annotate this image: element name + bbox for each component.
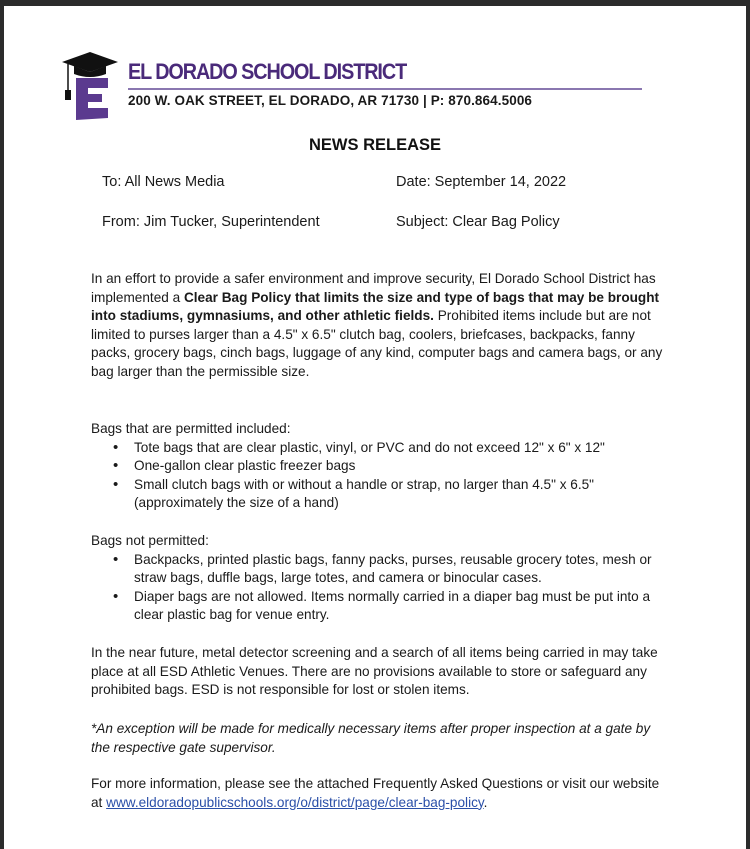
exception-text: *An exception will be made for medically necessary items after proper inspection at a gate by the respective gate supervisor.: [91, 721, 651, 755]
intro-text-2: Prohibited items include but are not limited to purses larger than a 4.5" x 6.5" clutch bag, coolers, briefcases, backpacks, fanny packs, grocery bags, cinch bags, luggage of any kind, computer bags and camera bags, or any bag larger than the permissible size.: [91, 308, 663, 379]
date-line: Date: September 14, 2022: [396, 174, 567, 190]
intro-text-1: In an effort to provide a safer environment and improve security, El Dorado School District has implemented a: [91, 271, 656, 305]
from-line: From: Jim Tucker, Superintendent: [102, 214, 320, 230]
clear-bag-policy-link[interactable]: www.eldoradopublicschools.org/o/district/page/clear-bag-policy: [106, 794, 484, 810]
more-info-end: .: [483, 794, 488, 810]
district-address: 200 W. OAK STREET, EL DORADO, AR 71730 | P: 870.864.5006: [128, 93, 533, 108]
intro-paragraph: [91, 270, 671, 382]
page-title: NEWS RELEASE: [308, 136, 442, 154]
permitted-item: • Small clutch bags with or without a handle or strap, no larger than 4.5" x 6.5" (approximately the size of a hand): [91, 476, 671, 513]
header-divider: [128, 88, 642, 90]
intro-bold-text: Clear Bag Policy that limits the size and type of bags that may be brought into stadiums, gymnasiums, and other athletic fields.: [91, 289, 660, 324]
not-permitted-section: [91, 532, 671, 625]
to-line: To: All News Media: [102, 174, 225, 190]
more-info-text: For more information, please see the attached Frequently Asked Questions or visit our website at: [91, 776, 660, 810]
district-logo-icon: [60, 52, 120, 122]
permitted-heading: Bags that are permitted included:: [91, 421, 291, 436]
permitted-section: [91, 420, 671, 513]
document-page: [4, 6, 746, 849]
district-name: EL DORADO SCHOOL DISTRICT: [128, 59, 407, 84]
future-paragraph: [91, 644, 671, 700]
more-info-paragraph: [91, 775, 671, 812]
future-text: In the near future, metal detector screening and a search of all items being carried in may take place at all ESD Athletic Venues. There are no provisions available to store or safeguard any prohibited bags. ESD is not responsible for lost or stolen items.: [91, 645, 658, 698]
not-permitted-item: • Backpacks, printed plastic bags, fanny packs, purses, reusable grocery totes, mesh or straw bags, duffle bags, large totes, and camera or binocular cases.: [91, 551, 671, 588]
permitted-item: • Tote bags that are clear plastic, vinyl, or PVC and do not exceed 12" x 6" x 12": [91, 439, 671, 458]
not-permitted-heading: Bags not permitted:: [91, 533, 209, 548]
permitted-item: • One-gallon clear plastic freezer bags: [91, 457, 671, 476]
subject-line: Subject: Clear Bag Policy: [396, 214, 560, 230]
not-permitted-item: • Diaper bags are not allowed. Items normally carried in a diaper bag must be put into a clear plastic bag for venue entry.: [91, 588, 671, 625]
exception-paragraph: [91, 720, 671, 757]
